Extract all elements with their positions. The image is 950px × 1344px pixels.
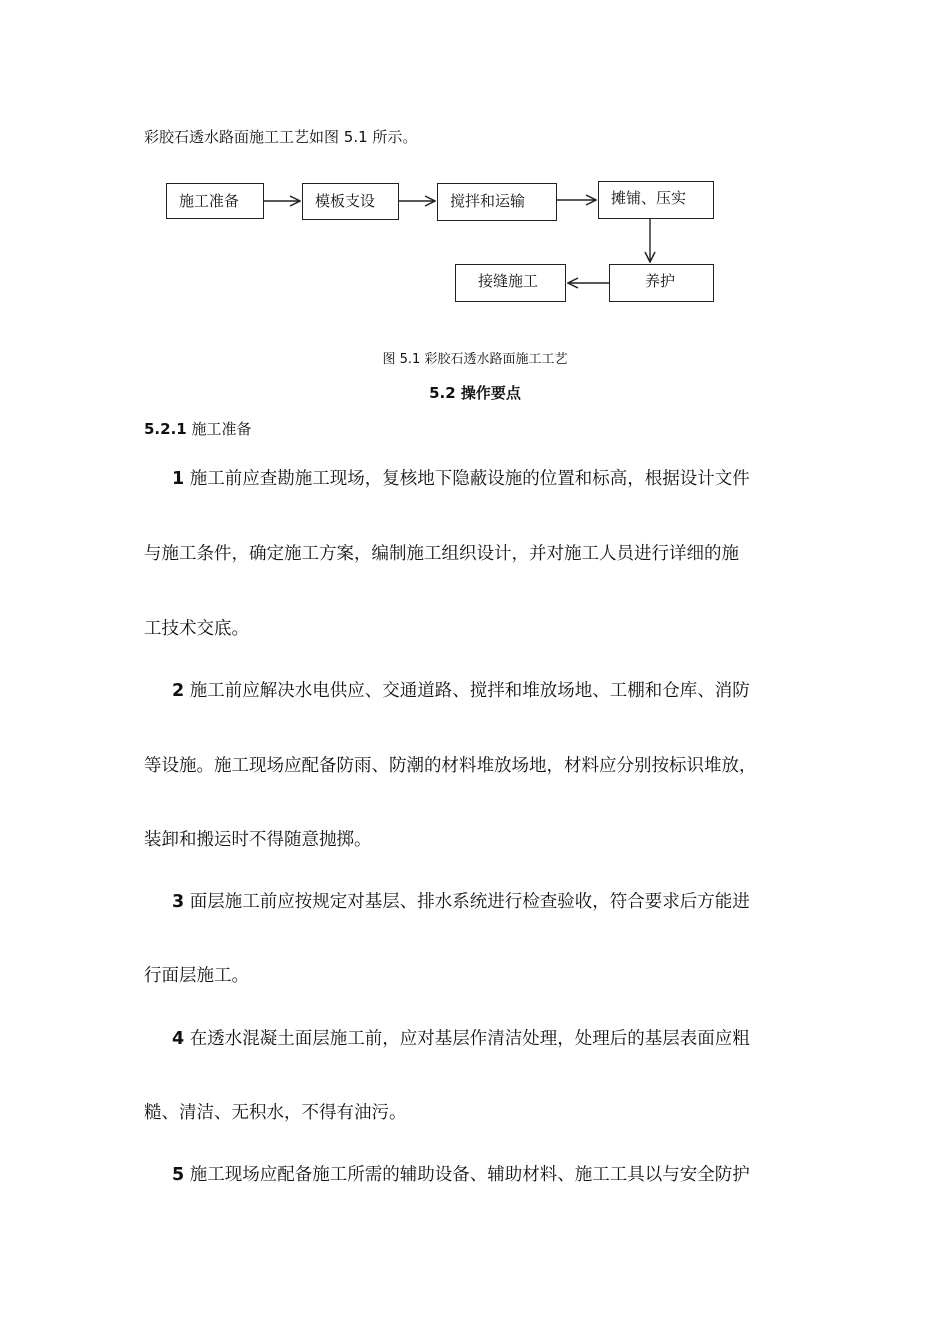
item-5-text-1: 施工现场应配备施工所需的辅助设备、辅助材料、施工工具以与安全防护 xyxy=(189,1165,750,1185)
item-1-line-2: 与施工条件，确定施工方案，编制施工组织设计，并对施工人员进行详细的施 xyxy=(144,544,739,564)
figure-caption: 图 5.1 彩胶石透水路面施工工艺 xyxy=(382,352,568,367)
item-2-line-2: 等设施。施工现场应配备防雨、防潮的材料堆放场地，材料应分别按标识堆放， xyxy=(144,756,757,776)
item-3-line-2: 行面层施工。 xyxy=(144,966,249,986)
item-1-line-3: 工技术交底。 xyxy=(144,619,249,639)
item-2-line-1 xyxy=(172,677,750,702)
item-2-line-3: 装卸和搬运时不得随意抛掷。 xyxy=(144,830,372,850)
item-1-number: 1 xyxy=(172,469,185,489)
subsection-number: 5.2.1 xyxy=(144,420,187,438)
item-1-line-1 xyxy=(172,465,750,490)
item-4-line-2: 糙、清洁、无积水，不得有油污。 xyxy=(144,1103,407,1123)
item-4-number: 4 xyxy=(172,1029,185,1049)
item-1-text-1: 施工前应查勘施工现场，复核地下隐蔽设施的位置和标高，根据设计文件 xyxy=(189,469,750,489)
item-2-text-1: 施工前应解决水电供应、交通道路、搅拌和堆放场地、工棚和仓库、消防 xyxy=(189,681,750,701)
item-5-number: 5 xyxy=(172,1165,185,1185)
flow-step-prepare: 施工准备 xyxy=(166,183,264,219)
item-3-text-1: 面层施工前应按规定对基层、排水系统进行检查验收，符合要求后方能进 xyxy=(189,892,750,912)
section-heading: 5.2 操作要点 xyxy=(429,384,521,402)
flow-step-joint: 接缝施工 xyxy=(455,264,566,302)
item-3-number: 3 xyxy=(172,892,185,912)
subsection-title: 施工准备 xyxy=(191,420,252,438)
flow-step-formwork: 模板支设 xyxy=(302,183,399,220)
item-5-line-1 xyxy=(172,1161,750,1186)
item-4-text-1: 在透水混凝土面层施工前，应对基层作清洁处理，处理后的基层表面应粗 xyxy=(189,1029,750,1049)
flow-step-paving: 摊铺、压实 xyxy=(598,181,714,219)
subsection-heading xyxy=(144,418,252,439)
flow-step-curing: 养护 xyxy=(609,264,714,302)
intro-text: 彩胶石透水路面施工工艺如图 5.1 所示。 xyxy=(144,128,418,146)
item-4-line-1 xyxy=(172,1025,750,1050)
item-3-line-1 xyxy=(172,888,750,913)
item-2-number: 2 xyxy=(172,681,185,701)
flow-step-mixing: 搅拌和运输 xyxy=(437,183,557,221)
